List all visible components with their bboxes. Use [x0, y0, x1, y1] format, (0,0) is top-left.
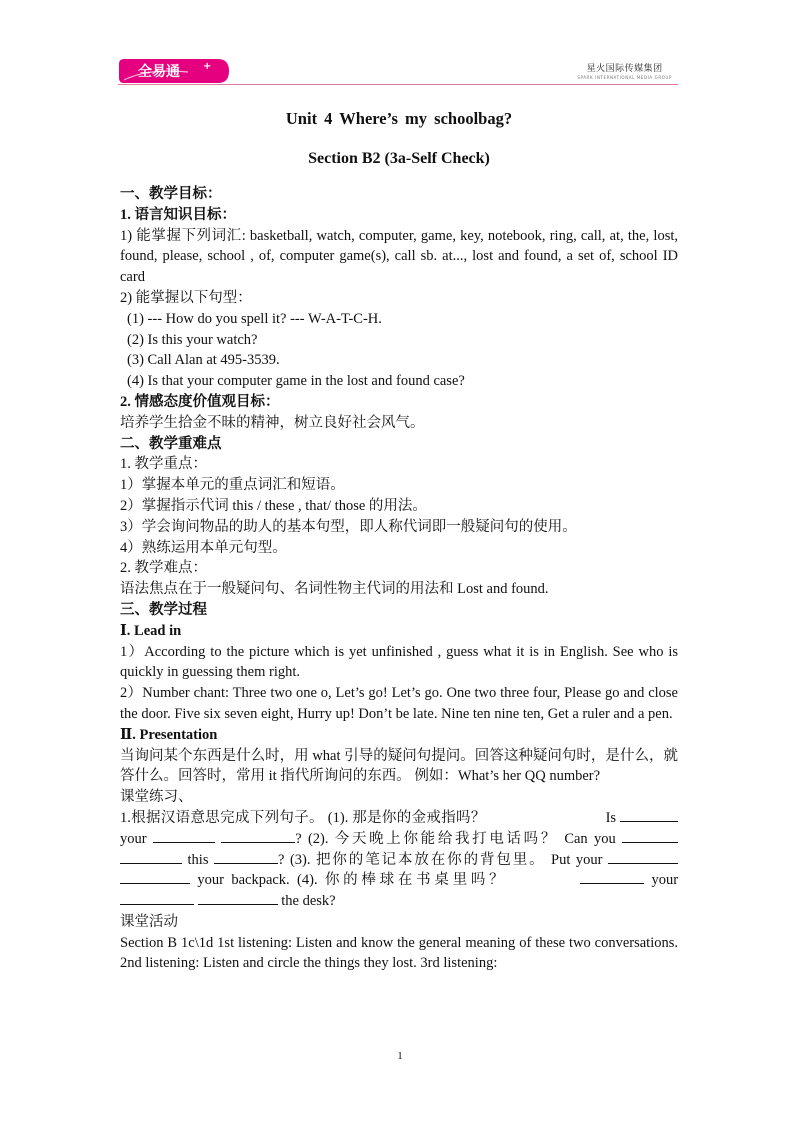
answer-blank[interactable]: [608, 851, 678, 864]
exercise-text: the desk?: [281, 893, 336, 910]
class-activity-label: 课堂活动: [120, 913, 178, 930]
practice-label: 课堂练习、: [120, 789, 193, 806]
pattern-item: (4) Is that your computer game in the lost and found case?: [127, 373, 465, 390]
document-body: [120, 106, 678, 974]
exercise-text: your: [651, 872, 679, 889]
heading-lead-in: Ⅰ. Lead in: [120, 622, 182, 639]
pattern-item: (2) Is this your watch?: [127, 331, 258, 348]
publisher-mark: [577, 61, 672, 80]
exercise-paragraph: [120, 808, 678, 912]
heading-objectives: 一、教学目标：: [120, 186, 222, 202]
key-point-item: 2）掌握指示代词 this / these , that/ those 的用法。: [120, 497, 427, 514]
heading-procedure: 三、教学过程: [120, 601, 207, 618]
answer-blank[interactable]: [620, 809, 678, 822]
attitude-text: 培养学生拾金不昧的精神，树立良好社会风气。: [120, 414, 425, 431]
section-subtitle: Section B2 (3a-Self Check): [308, 150, 490, 167]
vocabulary-paragraph: 1) 能掌握下列词汇: basketball, watch, computer, game, key, notebook, ring, call, at, the, lost, found, please, school , of, computer game(s), call sb. at..., lost and found, a set of, school ID card: [120, 227, 678, 286]
heading-key-points: 二、教学重难点: [120, 435, 222, 452]
answer-blank[interactable]: [120, 892, 194, 905]
svg-text:+: +: [203, 61, 212, 72]
publisher-name-cn: 星火国际传媒集团: [586, 64, 663, 74]
key-point-item: 3）学会询问物品的助人的基本句型，即人称代词即一般疑问句的使用。: [120, 518, 577, 535]
answer-blank[interactable]: [622, 830, 678, 843]
sentence-patterns-label: 2) 能掌握以下句型：: [120, 289, 252, 306]
answer-blank[interactable]: [221, 830, 295, 843]
publisher-name-en: SPARK INTERNATIONAL MEDIA GROUP: [577, 75, 672, 80]
answer-blank[interactable]: [120, 871, 190, 884]
heading-presentation: Ⅱ. Presentation: [120, 726, 218, 743]
document-title: Unit 4 Where’s my schoolbag?: [285, 109, 513, 128]
exercise-text: your backpack. (4). 你的棒球在书桌里吗？: [197, 872, 508, 889]
listening-activity-text: Section B 1c\1d 1st listening: Listen and know the general meaning of these two conversations. 2nd listening: Listen and circle the things they lost. 3rd listening:: [120, 934, 678, 972]
exercise-text: Is: [605, 809, 617, 826]
brand-logo: [118, 58, 230, 84]
difficulty-text: 语法焦点在于一般疑问句、名词性物主代词的用法和 Lost and found.: [120, 581, 549, 598]
lead-in-step-1: 1）According to the picture which is yet unfinished , guess what it is in English. See who is quickly in guessing them right.: [120, 643, 678, 681]
header-divider: [118, 84, 678, 85]
lead-in-step-2: 2）Number chant: Three two one o, Let’s go! Let’s go. One two three four, Please go and close the door. Five six seven eight, Hurry up! Don’t be late. Nine ten nine ten, Get a ruler and a pen.: [120, 685, 678, 722]
heading-knowledge-goals: 1. 语言知识目标：: [120, 206, 236, 223]
answer-blank[interactable]: [580, 871, 644, 884]
heading-attitude-goals: 2. 情感态度价值观目标：: [120, 393, 280, 410]
exercise-text: 1.根据汉语意思完成下列句子。 (1). 那是你的金戒指吗？: [120, 809, 486, 826]
exercise-text: this: [187, 851, 209, 868]
page-header: [118, 56, 680, 86]
page-number: 1: [397, 1050, 403, 1062]
pattern-item: (3) Call Alan at 495-3539.: [127, 352, 280, 369]
key-point-item: 1）掌握本单元的重点词汇和短语。: [120, 477, 345, 494]
answer-blank[interactable]: [214, 851, 278, 864]
answer-blank[interactable]: [120, 851, 182, 864]
pattern-item: (1) --- How do you spell it? --- W-A-T-C-H.: [127, 310, 382, 327]
exercise-text: ? (2). 今天晚上你能给我打电话吗？ Can you: [295, 830, 616, 847]
exercise-text: ? (3). 把你的笔记本放在你的背包里。 Put your: [278, 851, 603, 868]
difficulty-label: 2. 教学难点：: [120, 560, 207, 577]
exercise-text: your: [120, 830, 147, 847]
key-points-label: 1. 教学重点：: [120, 456, 207, 473]
answer-blank[interactable]: [198, 892, 278, 905]
presentation-text: 当询问某个东西是什么时，用 what 引导的疑问句提问。回答这种疑问句时，是什么，就答什么。回答时，常用 it 指代所询问的东西。 例如：What’s her QQ number?: [120, 747, 678, 785]
key-point-item: 4）熟练运用本单元句型。: [120, 539, 287, 556]
logo-badge-icon: [118, 58, 230, 84]
logo-text: 全易通: [138, 64, 180, 80]
answer-blank[interactable]: [153, 830, 215, 843]
